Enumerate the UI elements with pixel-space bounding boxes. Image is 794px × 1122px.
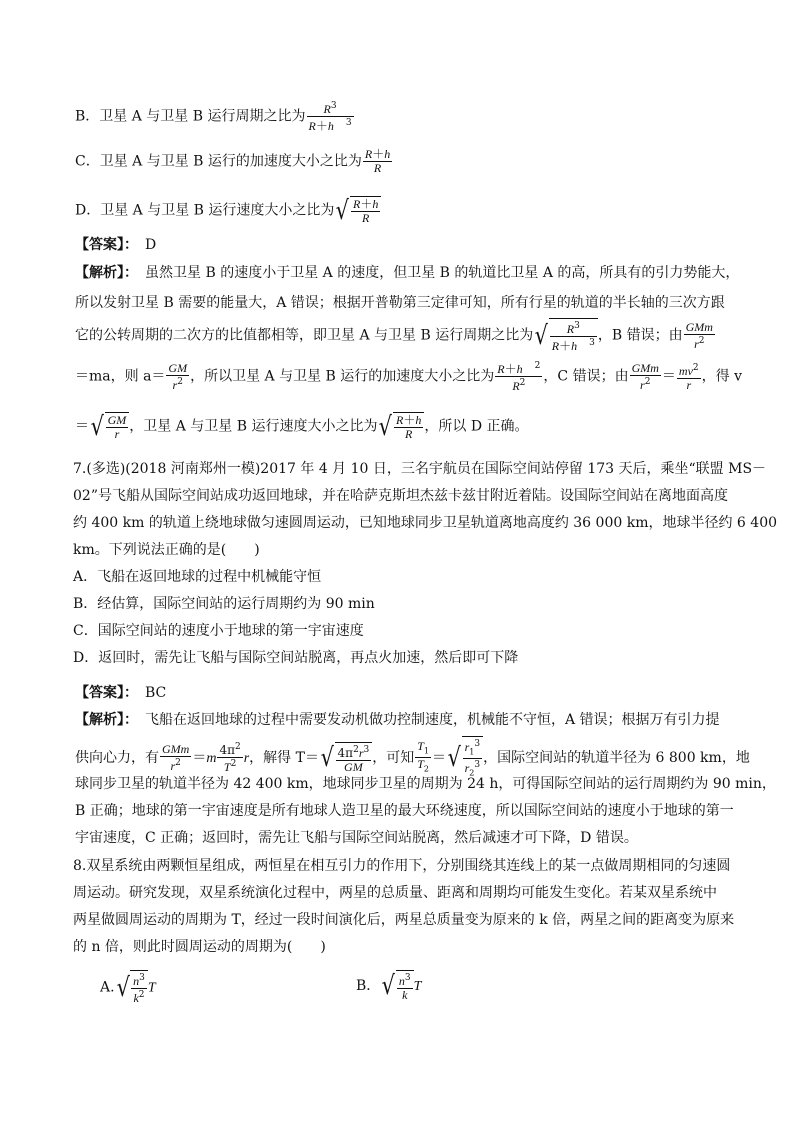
- formula: $\frac{GM}{r^2}$: [168, 360, 188, 392]
- analysis-text: ，所以卫星 A 与卫星 B 运行的加速度大小之比为: [190, 368, 495, 385]
- answer-value: BC: [145, 685, 167, 701]
- formula: $\frac{n^3}{k^2}$: [130, 970, 148, 1005]
- formula: $\frac{n^3}{k}$: [396, 970, 414, 1002]
- sqrt-symbol: √: [379, 411, 393, 442]
- answer-label: 【答案】：: [75, 237, 131, 253]
- q8-option-a: A.√ $\frac{n^3}{k^2}$ T: [100, 970, 300, 1005]
- option-text: B．卫星 A 与卫星 B 运行周期之比为: [75, 108, 306, 125]
- q6-analysis-4: ＝ma，则 a＝ $\frac{GM}{r^2}$ ，所以卫星 A 与卫星 B 运行的加速度大小之比为 $\frac{R+h ^2}{R^2}$ ，C 错误；由 $\frac{\text{GMm}}{r^2}$ ＝ $\frac{mv^2}{r}$ ，得 v: [75, 360, 742, 393]
- formula: $\frac{\text{GMm}}{r^2}$: [162, 741, 190, 773]
- option-label: A.: [100, 979, 115, 996]
- analysis-text: ，所以 D 正确。: [424, 418, 529, 435]
- q7-option-c: C．国际空间站的速度小于地球的第一宇宙速度: [73, 623, 364, 639]
- q6-analysis-3: [75, 318, 735, 353]
- analysis-text: ，得 v: [701, 368, 742, 385]
- q6-analysis-1: [75, 264, 740, 282]
- formula: $\frac{R+h}{R}$: [350, 196, 381, 225]
- formula: $\frac{r_1^3}{r_2^3}$: [462, 736, 484, 780]
- q6-option-b: [75, 100, 735, 133]
- q7-analysis-1: [75, 711, 735, 729]
- option-label: B．: [356, 978, 381, 994]
- sqrt-symbol: √: [116, 972, 130, 1003]
- q6-analysis-5: [75, 412, 735, 441]
- formula: $\frac{4\pi^2}{T^2}$: [219, 742, 241, 775]
- formula: $\frac{R^3}{R+h ^3}$: [308, 101, 352, 133]
- analysis-text: ＝ma，则 a＝: [75, 368, 166, 385]
- formula: $\frac{R+h ^2}{R^2}$: [497, 361, 541, 393]
- q7-option-a: A．飞船在返回地球的过程中机械能守恒: [73, 569, 322, 585]
- q7-analysis-5: 宇宙速度，C 正确；返回时，需先让飞船与国际空间站脱离，然后减速才可下降，D 错误。: [75, 830, 638, 846]
- q8-option-b: B．√ $\frac{n^3}{k}$ T: [356, 971, 422, 1002]
- q8-stem-1: 8.双星系统由两颗恒星组成，两恒星在相互引力的作用下，分别围绕其连线上的某一点做周期相同的匀速圆: [73, 858, 731, 874]
- q7-answer: [75, 684, 735, 702]
- q6-answer: [75, 236, 735, 254]
- analysis-text: ＝: [75, 418, 89, 435]
- q7-stem-3: 约 400 km 的轨道上绕地球做匀速圆周运动，已知地球同步卫星轨道离地高度约 36 000 km，地球半径约 6 400: [73, 515, 778, 531]
- formula: $\frac{\text{GMm}}{r^2}$: [685, 319, 713, 351]
- answer-label: 【答案】：: [75, 685, 131, 701]
- analysis-label: 【解析】：: [75, 265, 131, 281]
- analysis-text: ，可知: [372, 749, 415, 766]
- option-text: D．卫星 A 与卫星 B 运行速度大小之比为: [75, 202, 335, 219]
- analysis-text: 供向心力，有: [75, 749, 159, 766]
- q7-option-b: B．经估算，国际空间站的运行周期约为 90 min: [73, 596, 375, 612]
- analysis-label: 【解析】：: [75, 712, 131, 728]
- analysis-text: ，C 错误；由: [543, 368, 629, 385]
- formula: $\frac{R+h}{R}$: [364, 147, 391, 175]
- option-text: C．卫星 A 与卫星 B 运行的加速度大小之比为: [75, 153, 362, 170]
- formula: $\frac{R^3}{R+h ^3}$: [549, 318, 598, 353]
- q7-analysis-4: B 正确；地球的第一宇宙速度是所有地球人造卫星的最大环绕速度，所以国际空间站的速度小于地球的第一: [75, 803, 734, 819]
- formula: $\frac{T_1}{T_2}$: [417, 739, 429, 774]
- q7-analysis-3: 球同步卫星的轨道半径为 42 400 km，地球同步卫星的周期为 24 h，可得国际空间站的运行周期约为 90 min，: [75, 776, 776, 792]
- analysis-text: 飞船在返回地球的过程中需要发动机做功控制速度，机械能不守恒，A 错误；根据万有引力提: [145, 712, 720, 728]
- q8-stem-3: 两星做圆周运动的周期为 T，经过一段时间演化后，两星总质量变为原来的 k 倍，两星之间的距离变为原来: [73, 912, 735, 928]
- q7-stem-2: 02”号飞船从国际空间站成功返回地球，并在哈萨克斯坦杰兹卡兹甘附近着陆。设国际空间站在离地面高度: [73, 488, 728, 504]
- q7-stem-1: 7.(多选)(2018 河南郑州一模)2017 年 4 月 10 日，三名宇航员在国际空间站停留 173 天后，乘坐“联盟 MS－: [73, 461, 767, 477]
- sqrt-symbol: √: [381, 971, 396, 1001]
- analysis-text: ，国际空间站的轨道半径为 6 800 km，地: [483, 749, 750, 766]
- q7-option-d: D．返回时，需先让飞船与国际空间站脱离，再点火加速，然后即可下降: [73, 650, 519, 666]
- q6-option-c: [75, 148, 735, 175]
- q8-stem-4: 的 n 倍，则此时圆周运动的周期为( ): [73, 939, 326, 955]
- formula: $\frac{mv^2}{r}$: [678, 362, 699, 392]
- analysis-text: 它的公转周期的二次方的比值都相等，即卫星 A 与卫星 B 运行周期之比为: [75, 327, 534, 344]
- q8-stem-2: 周运动。研究发现，双星系统演化过程中，两星的总质量、距离和周期均可能发生变化。若某双星系统中: [73, 885, 717, 901]
- q6-analysis-2: 所以发射卫星 B 需要的能量大，A 错误；根据开普勒第三定律可知，所有行星的轨道的半长轴的三次方跟: [75, 295, 725, 311]
- answer-value: D: [145, 237, 157, 253]
- formula: $\frac{4\pi^2r^3}{GM}$: [335, 742, 373, 774]
- sqrt-symbol: √: [447, 742, 461, 773]
- formula: $\frac{GM}{r}$: [105, 412, 130, 441]
- sqrt-symbol: √: [320, 742, 334, 773]
- formula: $\frac{\text{GMm}}{r^2}$: [631, 360, 659, 392]
- analysis-text: 虽然卫星 B 的速度小于卫星 A 的速度，但卫星 B 的轨道比卫星 A 的高，所具有的引力势能大，: [145, 265, 740, 281]
- analysis-text: ，B 错误；由: [597, 327, 683, 344]
- sqrt-symbol: √: [336, 195, 350, 226]
- q7-analysis-2: 供向心力，有 $\frac{\text{GMm}}{r^2}$ ＝m $\frac{4\pi^2}{T^2}$ r，解得 T＝√ $\frac{4\pi^2r^3}{GM}$ ，可知 $\frac{T_1}{T_2}$ ＝√ $\frac{r_1^3}{r_2^3}$ ，国际空间站的轨道半径为 6 800 km，地: [75, 736, 735, 780]
- q7-stem-4: km。下列说法正确的是( ): [73, 542, 260, 558]
- formula: $\frac{R+h}{R}$: [393, 412, 424, 441]
- analysis-text: ，解得 T＝: [249, 749, 319, 766]
- sqrt-symbol: √: [534, 320, 549, 351]
- sqrt-symbol: √: [90, 411, 104, 442]
- analysis-text: ，卫星 A 与卫星 B 运行速度大小之比为: [129, 418, 378, 435]
- q6-option-d: [75, 196, 735, 225]
